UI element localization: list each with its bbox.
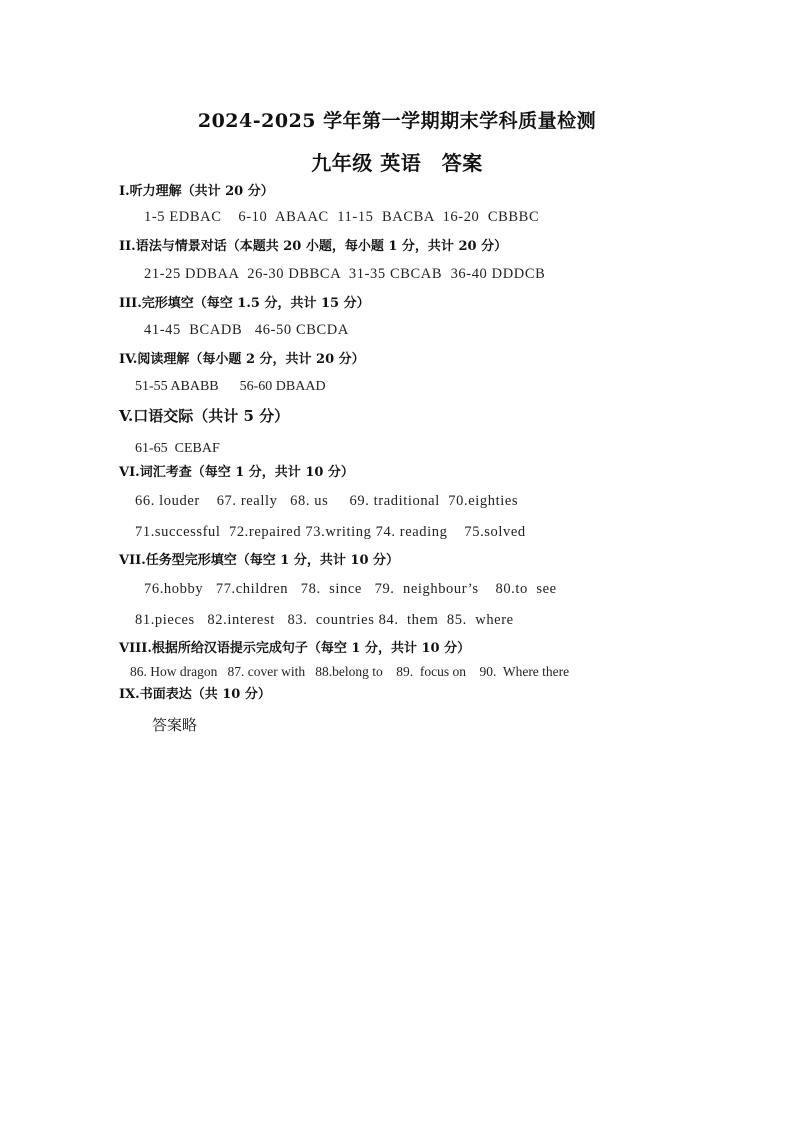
- document-subtitle: 九年级 英语 答案: [311, 151, 483, 175]
- section-1-answers: 1-5 EDBAC 6-10 ABAAC 11-15 BACBA 16-20 CBBBC: [144, 209, 540, 225]
- section-7-answers-line-2: 81.pieces 82.interest 83. countries 84. them 85. where: [135, 612, 514, 628]
- section-6-answers-line-2: 71.successful 72.repaired 73.writing 74. reading 75.solved: [135, 524, 526, 540]
- section-9-note: 答案略: [152, 716, 198, 734]
- section-2-answers: 21-25 DDBAA 26-30 DBBCA 31-35 CBCAB 36-40 DDDCB: [144, 266, 546, 282]
- section-3-answers: 41-45 BCADB 46-50 CBCDA: [144, 322, 349, 338]
- section-7-answers-line-1: 76.hobby 77.children 78. since 79. neighbour’s 80.to see: [144, 581, 557, 597]
- section-6-heading: VI.词汇考查（每空 1 分，共计 10 分）: [119, 465, 354, 480]
- section-4-answers: 51-55 ABABB 56-60 DBAAD: [135, 379, 326, 394]
- section-4-heading: IV.阅读理解（每小题 2 分，共计 20 分）: [119, 352, 365, 367]
- section-8-answers: 86. How dragon 87. cover with 88.belong to 89. focus on 90. Where there: [130, 664, 570, 679]
- document-title: 2024-2025 学年第一学期期末学科质量检测: [197, 110, 597, 132]
- section-5-heading: V.口语交际（共计 5 分）: [119, 407, 290, 425]
- section-8-heading: VIII.根据所给汉语提示完成句子（每空 1 分，共计 10 分）: [119, 641, 471, 656]
- section-6-answers-line-1: 66. louder 67. really 68. us 69. traditional 70.eighties: [135, 493, 519, 509]
- section-9-heading: IX.书面表达（共 10 分）: [119, 687, 271, 702]
- section-7-heading: VII.任务型完形填空（每空 1 分，共计 10 分）: [119, 553, 400, 568]
- section-2-heading: II.语法与情景对话（本题共 20 小题，每小题 1 分，共计 20 分）: [119, 239, 508, 254]
- section-3-heading: III.完形填空（每空 1.5 分，共计 15 分）: [119, 296, 370, 311]
- section-5-answers: 61-65 CEBAF: [135, 441, 220, 456]
- section-1-heading: I.听力理解（共计 20 分）: [119, 184, 274, 199]
